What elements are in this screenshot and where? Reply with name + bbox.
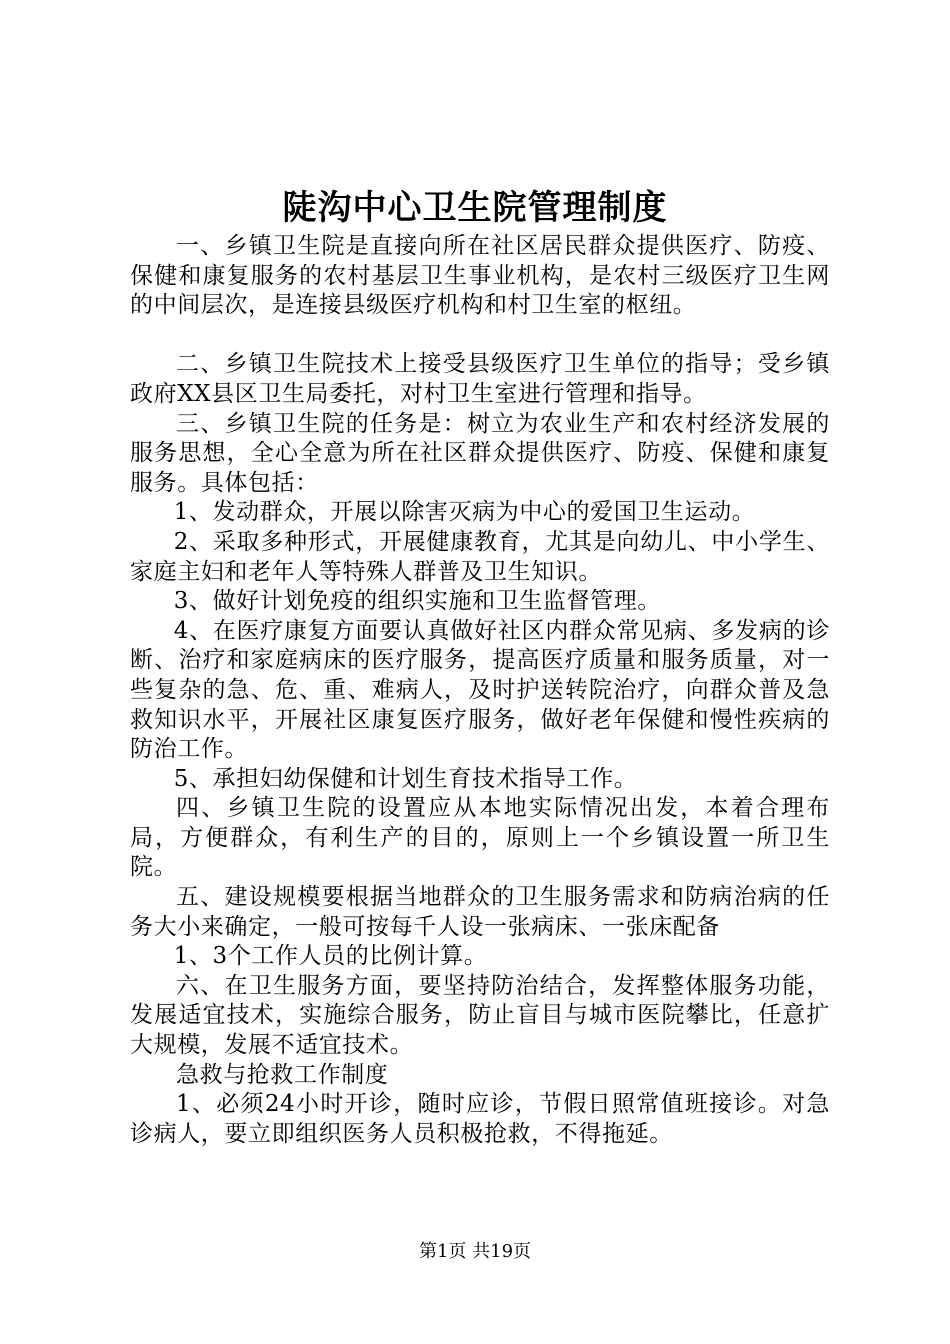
list-item-5: 5、承担妇幼保健和计划生育技术指导工作。 (173, 765, 638, 792)
list-item-2: 2、采取多种形式，开展健康教育，尤其是向幼儿、中小学生、家庭主妇和老年人等特殊人群普及卫生知识。 (130, 528, 830, 585)
list-item-1: 1、发动群众，开展以除害灭病为中心的爱国卫生运动。 (173, 499, 756, 526)
document-title: 陡沟中心卫生院管理制度 (282, 188, 668, 228)
paragraph-5: 五、建设规模要根据当地群众的卫生服务需求和防病治病的任务大小来确定，一般可按每千人设一张病床、一张床配备 (130, 884, 830, 940)
paragraph-7: 1、必须24小时开诊，随时应诊，节假日照常值班接诊。对急诊病人，要立即组织医务人员积极抢救，不得拖延。 (130, 1091, 830, 1147)
paragraph-5-continuation: 1、3个工作人员的比例计算。 (173, 943, 488, 970)
list-item-4: 4、在医疗康复方面要认真做好社区内群众常见病、多发病的诊断、治疗和家庭病床的医疗服务，提高医疗质量和服务质量，对一些复杂的急、危、重、难病人，及时护送转院治疗，向群众普及急救知识水平，开展社区康复医疗服务，做好老年保健和慢性疾病的防治工作。 (130, 617, 830, 763)
page-number: 第1页 共19页 (418, 1241, 532, 1262)
paragraph-1: 一、乡镇卫生院是直接向所在社区居民群众提供医疗、防疫、保健和康复服务的农村基层卫生事业机构，是农村三级医疗卫生网的中间层次，是连接县级医疗机构和村卫生室的枢纽。 (130, 233, 830, 319)
paragraph-6: 六、在卫生服务方面，要坚持防治结合，发挥整体服务功能，发展适宜技术，实施综合服务，防止盲目与城市医院攀比，任意扩大规模，发展不适宜技术。 (130, 972, 830, 1059)
document-body (130, 232, 830, 1149)
list-item-3: 3、做好计划免疫的组织实施和卫生监督管理。 (173, 588, 661, 615)
section-heading: 急救与抢救工作制度 (176, 1061, 389, 1088)
paragraph-gap (130, 321, 830, 351)
paragraph-2: 二、乡镇卫生院技术上接受县级医疗卫生单位的指导；受乡镇政府XX县区卫生局委托，对村卫生室进行管理和指导。 (130, 351, 830, 407)
paragraph-3: 三、乡镇卫生院的任务是：树立为农业生产和农村经济发展的服务思想，全心全意为所在社区群众提供医疗、防疫、保健和康复服务。具体包括： (130, 410, 830, 496)
paragraph-4: 四、乡镇卫生院的设置应从本地实际情况出发，本着合理布局，方便群众，有利生产的目的，原则上一个乡镇设置一所卫生院。 (130, 795, 830, 881)
